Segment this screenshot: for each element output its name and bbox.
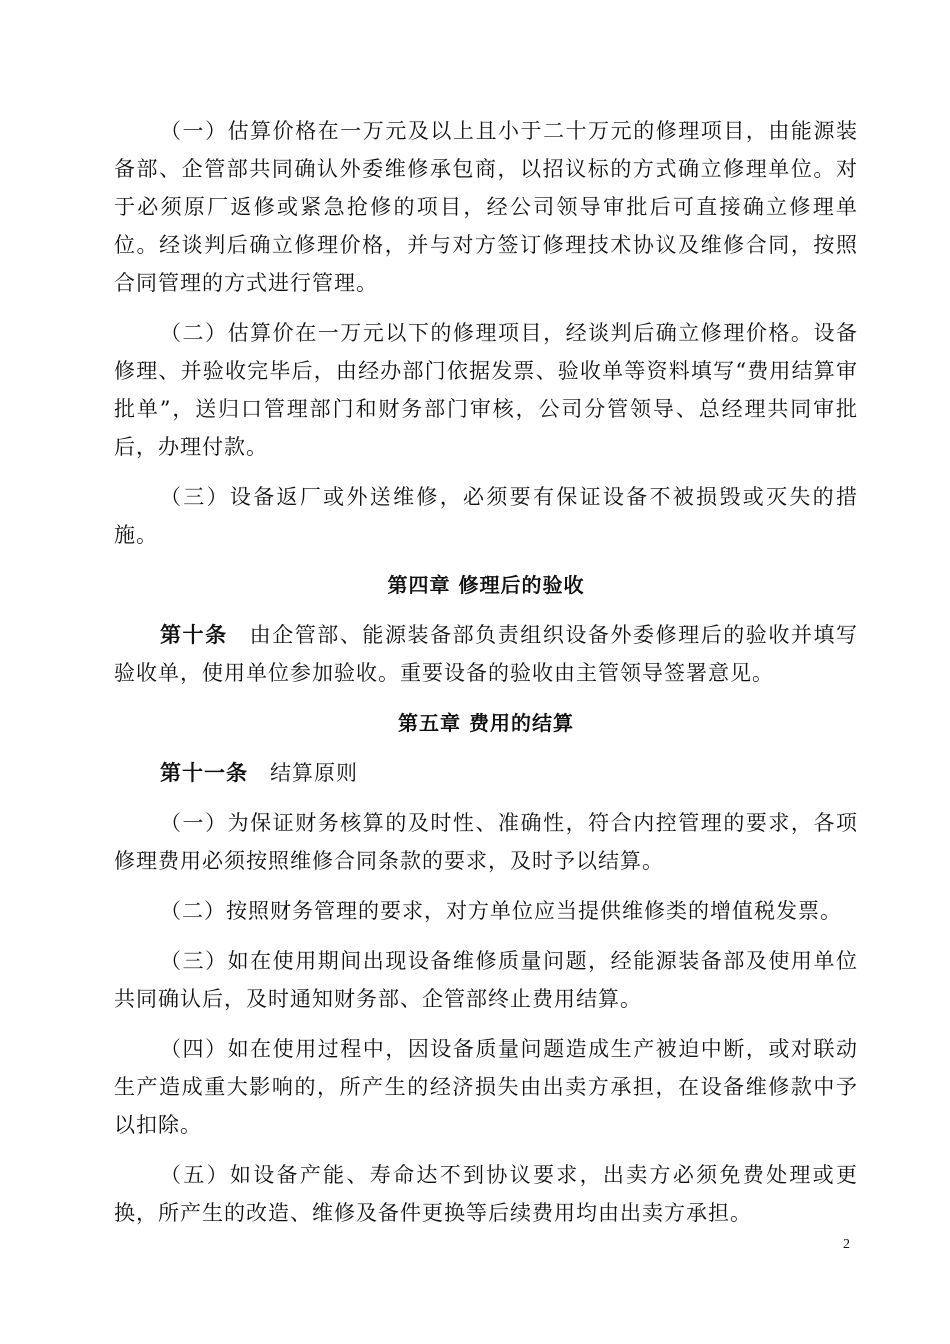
settlement-item-4: （四）如在使用过程中，因设备质量问题造成生产被迫中断，或对联动生产造成重大影响的，所产生的经济损失由出卖方承担，在设备维修款中予以扣除。 — [114, 1037, 858, 1137]
page-content — [114, 112, 858, 1244]
paragraph-item-3: （三）设备返厂或外送维修，必须要有保证设备不被损毁或灭失的措施。 — [114, 485, 858, 547]
article-10 — [114, 616, 858, 692]
article-11 — [114, 754, 858, 792]
chapter-4-heading: 第四章 修理后的验收 — [387, 573, 585, 597]
settlement-item-5: （五）如设备产能、寿命达不到协议要求，出卖方必须免费处理或更换，所产生的改造、维修及备件更换等后续费用均由出卖方承担。 — [114, 1163, 858, 1225]
settlement-item-3: （三）如在使用期间出现设备维修质量问题，经能源装备部及使用单位共同确认后，及时通知财务部、企管部终止费用结算。 — [114, 949, 858, 1011]
page-number: 2 — [843, 1237, 850, 1252]
article-10-text: 由企管部、能源装备部负责组织设备外委修理后的验收并填写验收单，使用单位参加验收。重要设备的验收由主管领导签署意见。 — [114, 623, 858, 685]
article-10-label: 第十条 — [160, 623, 228, 647]
chapter-5-heading: 第五章 费用的结算 — [398, 711, 574, 735]
settlement-item-2: （二）按照财务管理的要求，对方单位应当提供维修类的增值税发票。 — [160, 899, 842, 923]
paragraph-item-1: （一）估算价格在一万元及以上且小于二十万元的修理项目，由能源装备部、企管部共同确认外委维修承包商，以招议标的方式确立修理单位。对于必须原厂返修或紧急抢修的项目，经公司领导审批后可直接确立修理单位。经谈判后确立修理价格，并与对方签订修理技术协议及维修合同，按照合同管理的方式进行管理。 — [114, 119, 858, 295]
article-11-text: 结算原则 — [270, 761, 358, 785]
article-11-label: 第十一条 — [160, 761, 248, 785]
paragraph-item-2: （二）估算价在一万元以下的修理项目，经谈判后确立修理价格。设备修理、并验收完毕后，由经办部门依据发票、验收单等资料填写“费用结算审批单”，送归口管理部门和财务部门审核，公司分管领导、总经理共同审批后，办理付款。 — [114, 321, 858, 459]
settlement-item-1: （一）为保证财务核算的及时性、准确性，符合内控管理的要求，各项修理费用必须按照维修合同条款的要求，及时予以结算。 — [114, 811, 858, 873]
